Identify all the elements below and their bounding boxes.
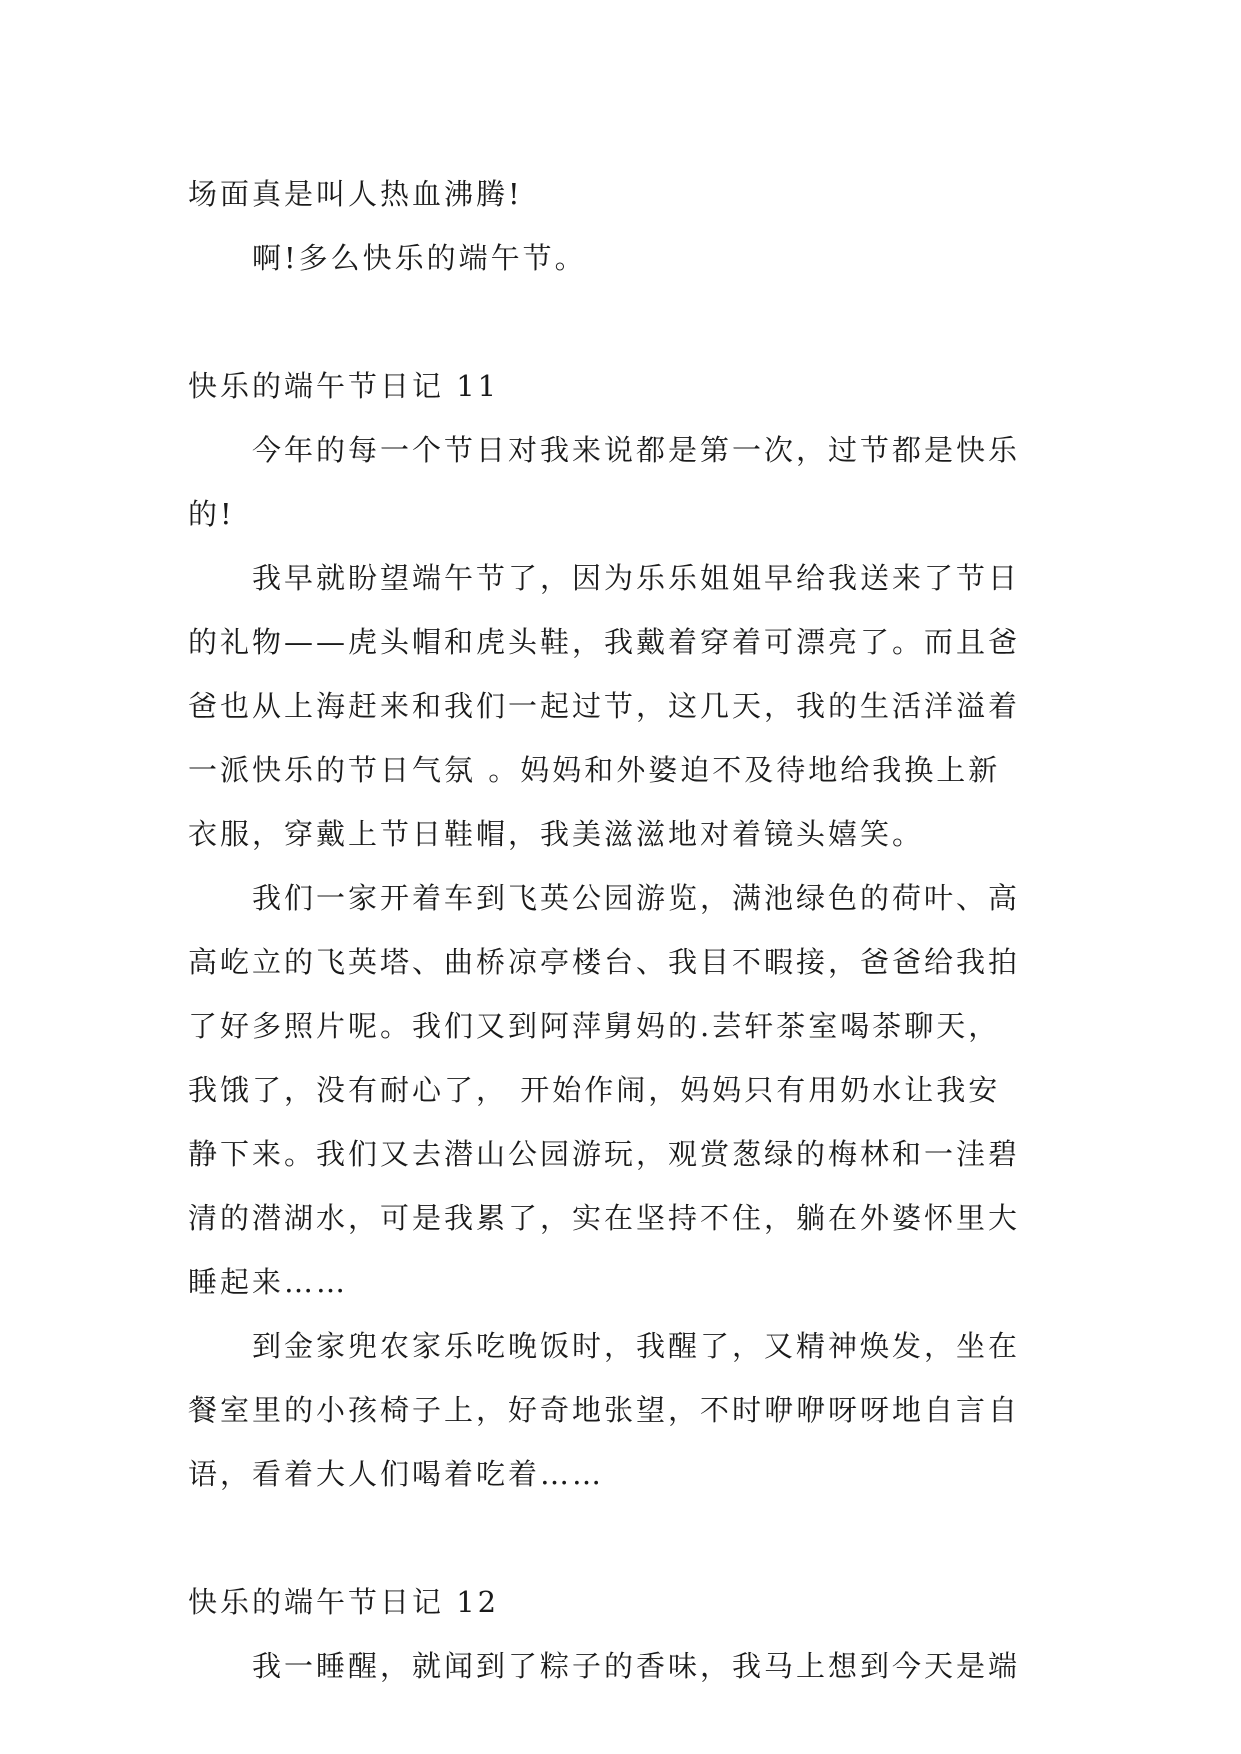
paragraph — [188, 162, 1050, 226]
paragraph-continuation — [188, 930, 1050, 1314]
paragraph — [188, 418, 1050, 482]
text-line: 到金家兜农家乐吃晚饭时，我醒了，又精神焕发，坐在 — [252, 1329, 1021, 1363]
text-line: 我饿了，没有耐心了， 开始作闹，妈妈只有用奶水让我安 — [188, 1073, 1001, 1107]
section-gap — [188, 1506, 1050, 1570]
text-line: 的礼物——虎头帽和虎头鞋，我戴着穿着可漂亮了。而且爸 — [188, 625, 1021, 659]
text-line: 睡起来…… — [188, 1265, 349, 1299]
paragraph — [188, 1634, 1050, 1698]
document-body — [188, 162, 1050, 1698]
text-line: 啊!多么快乐的端午节。 — [252, 241, 587, 275]
text-line: 高屹立的飞英塔、曲桥凉亭楼台、我目不暇接，爸爸给我拍 — [188, 945, 1021, 979]
text-line: 静下来。我们又去潜山公园游玩，观赏葱绿的梅林和一洼碧 — [188, 1137, 1021, 1171]
text-line: 我早就盼望端午节了，因为乐乐姐姐早给我送来了节日 — [252, 561, 1021, 595]
text-line: 爸也从上海赶来和我们一起过节，这几天，我的生活洋溢着 — [188, 689, 1021, 723]
text-line: 餐室里的小孩椅子上，好奇地张望，不时咿咿呀呀地自言自 — [188, 1393, 1021, 1427]
paragraph — [188, 1314, 1050, 1378]
section-gap — [188, 290, 1050, 354]
paragraph-continuation — [188, 482, 1050, 546]
text-line: 场面真是叫人热血沸腾! — [188, 177, 523, 211]
text-line: 了好多照片呢。我们又到阿萍舅妈的.芸轩茶室喝茶聊天， — [188, 1009, 1001, 1043]
text-line: 今年的每一个节日对我来说都是第一次，过节都是快乐 — [252, 433, 1021, 467]
paragraph — [188, 546, 1050, 610]
paragraph-continuation — [188, 1378, 1050, 1506]
text-line: 一派快乐的节日气氛 。妈妈和外婆迫不及待地给我换上新 — [188, 753, 1001, 787]
text-line: 我一睡醒，就闻到了粽子的香味，我马上想到今天是端 — [252, 1649, 1021, 1683]
text-line: 的! — [188, 497, 235, 531]
section-heading: 快乐的端午节日记 12 — [188, 1585, 500, 1619]
text-line: 清的潜湖水，可是我累了，实在坚持不住，躺在外婆怀里大 — [188, 1201, 1021, 1235]
paragraph — [188, 866, 1050, 930]
section-heading: 快乐的端午节日记 11 — [188, 369, 500, 403]
paragraph-continuation — [188, 610, 1050, 866]
text-line: 我们一家开着车到飞英公园游览，满池绿色的荷叶、高 — [252, 881, 1021, 915]
text-line: 语，看着大人们喝着吃着…… — [188, 1457, 605, 1491]
paragraph — [188, 226, 1050, 290]
text-line: 衣服，穿戴上节日鞋帽，我美滋滋地对着镜头嬉笑。 — [188, 817, 925, 851]
